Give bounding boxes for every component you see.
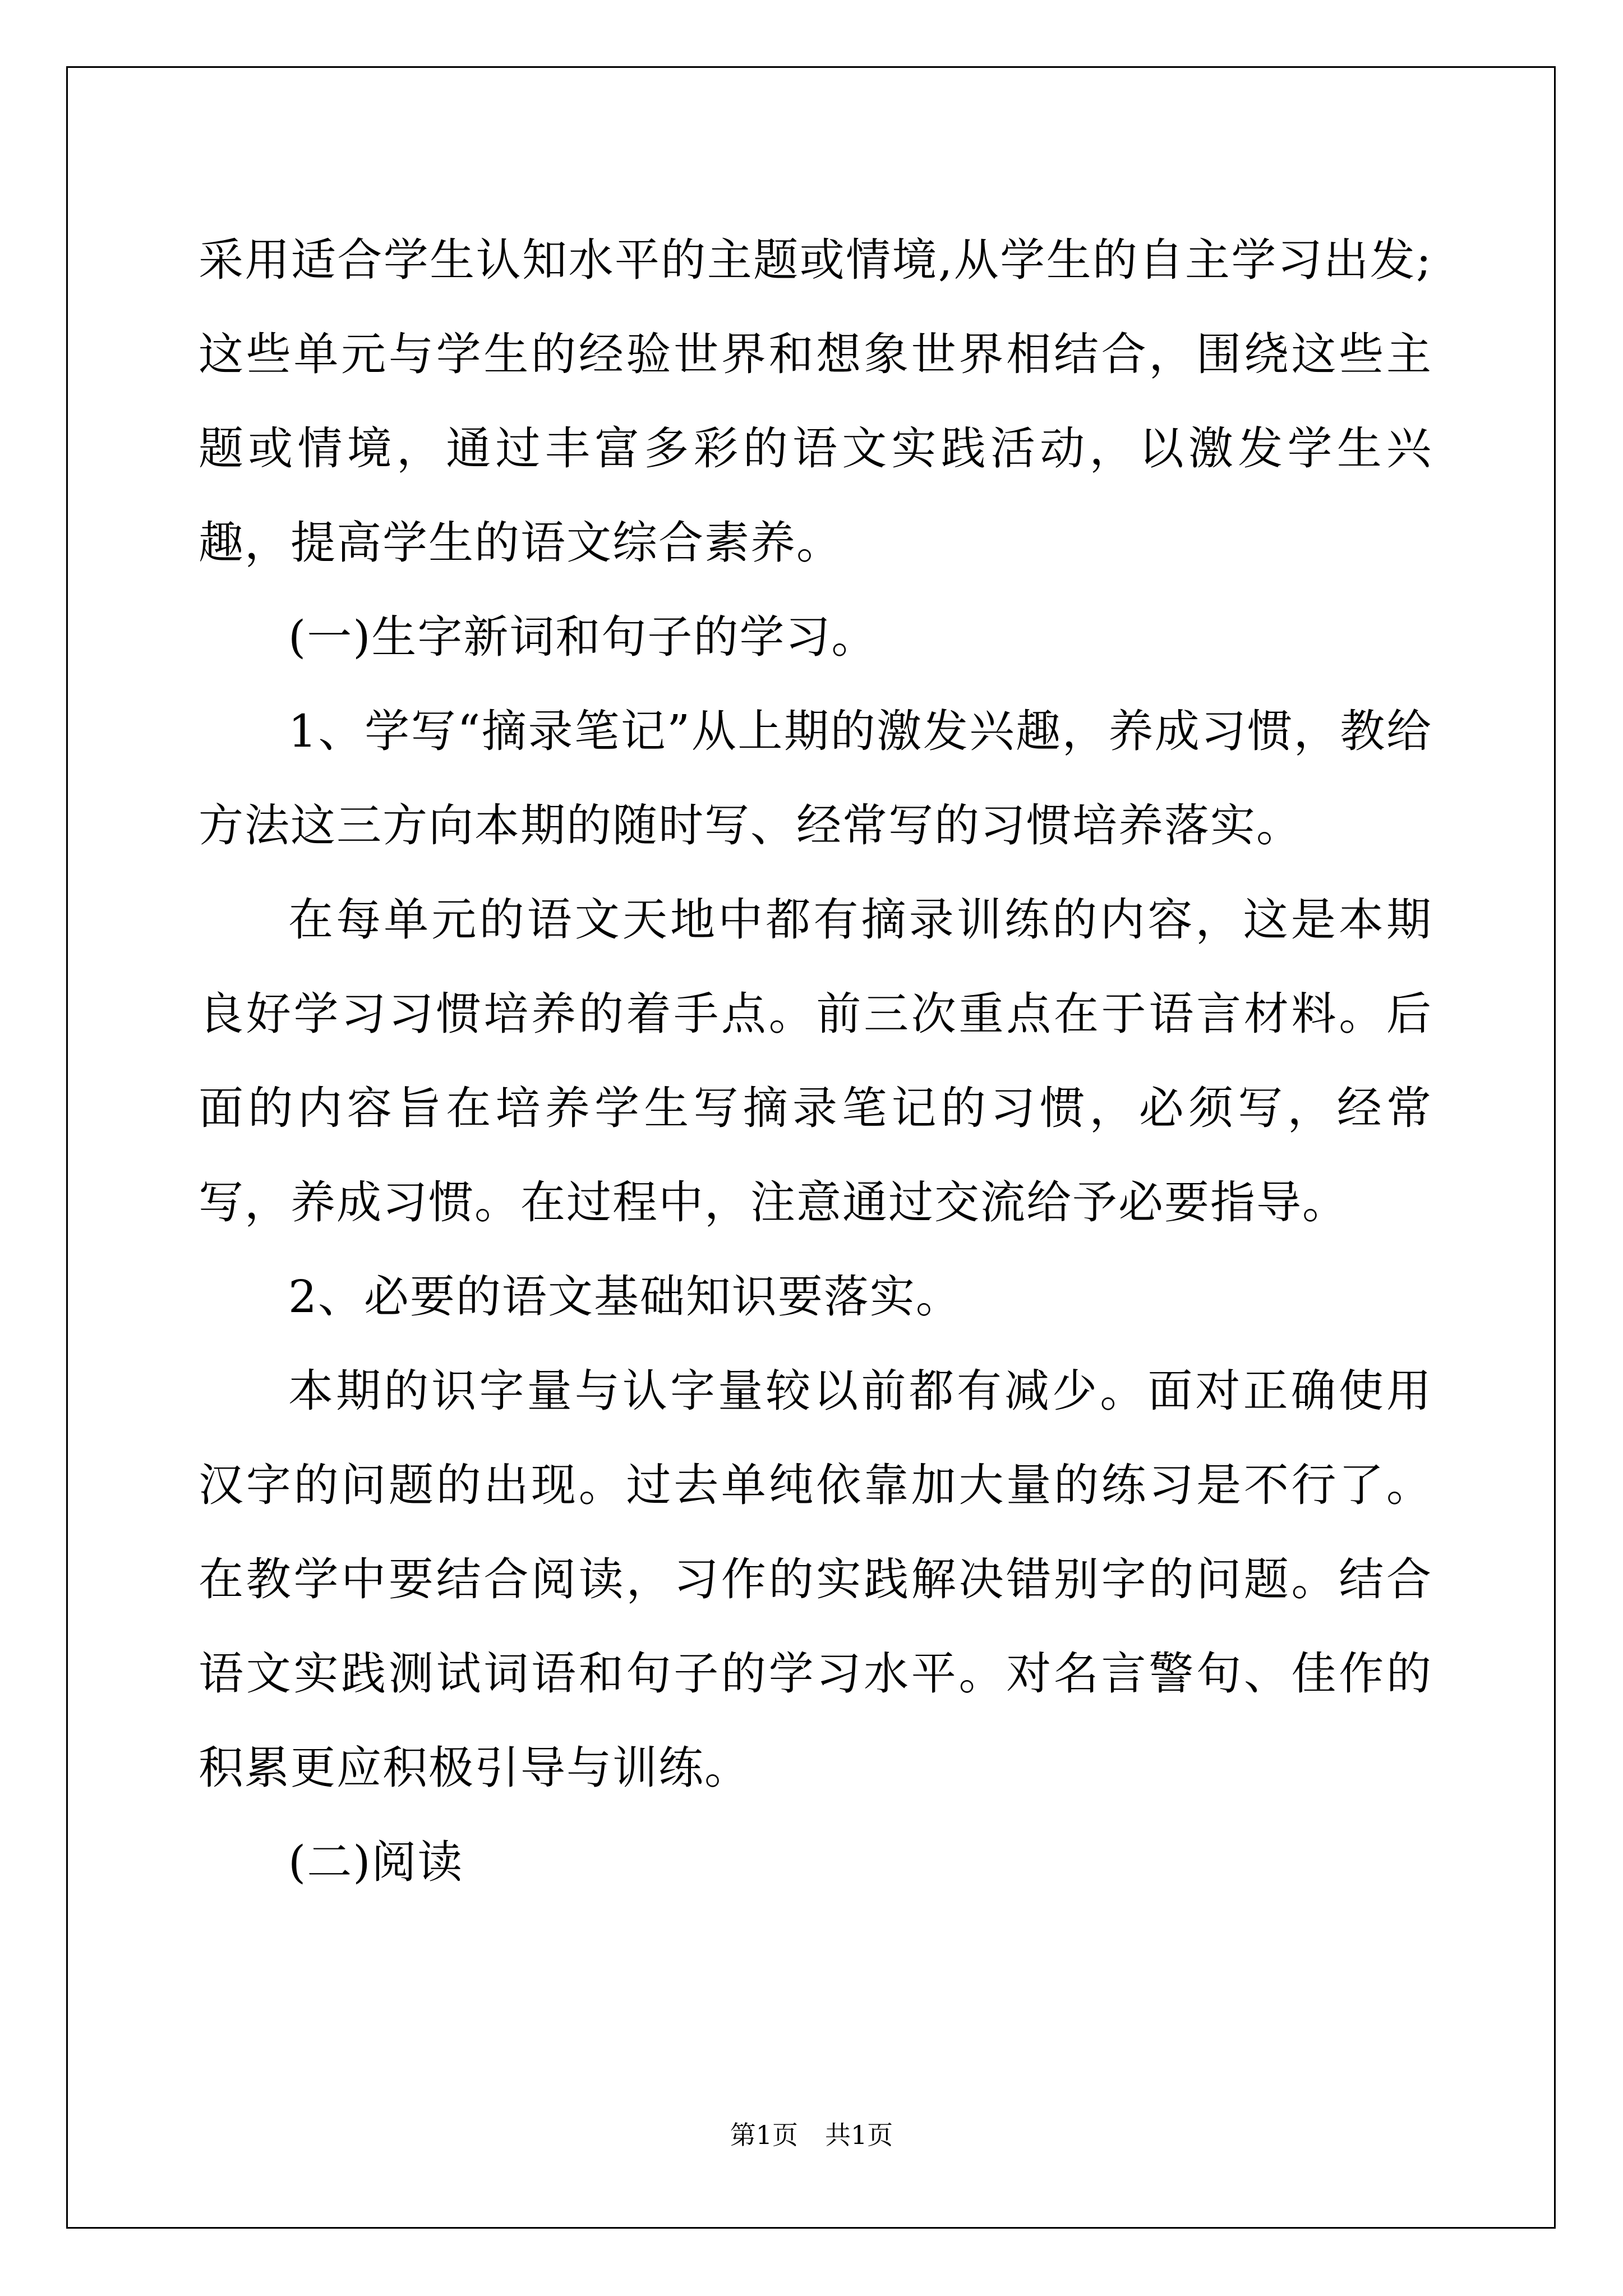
paragraph-6: 本期的识字量与认字量较以前都有减少。面对正确使用汉字的问题的出现。过去单纯依靠加大量的练习是不行了。在教学中要结合阅读，习作的实践解决错别字的问题。结合语文实践测试词语和句子的学习水平。对名言警句、佳作的积累更应积极引导与训练。 [199,1365,1432,1794]
paragraph-1: 采用适合学生认知水平的主题或情境,从学生的自主学习出发;这些单元与学生的经验世界和想象世界相结合，围绕这些主题或情境，通过丰富多彩的语文实践活动，以激发学生兴趣，提高学生的语文综合素养。 [199,234,1432,569]
paragraph-3: 1、学写“摘录笔记”从上期的激发兴趣，养成习惯，教给方法这三方向本期的随时写、经常写的习惯培养落实。 [199,705,1432,852]
paragraph-4: 在每单元的语文天地中都有摘录训练的内容，这是本期良好学习习惯培养的着手点。前三次重点在于语言材料。后面的内容旨在培养学生写摘录笔记的习惯，必须写，经常写，养成习惯。在过程中，注意通过交流给予必要指导。 [199,894,1432,1228]
paragraph-2: (一)生字新词和句子的学习。 [288,611,878,663]
page-total: 共1页 [825,2120,893,2150]
document-body [199,213,1432,1910]
page-footer [0,2115,1623,2152]
paragraph-5: 2、必要的语文基础知识要落实。 [288,1271,962,1323]
page-number: 第1页 [730,2120,798,2150]
paragraph-7: (二)阅读 [288,1836,464,1888]
